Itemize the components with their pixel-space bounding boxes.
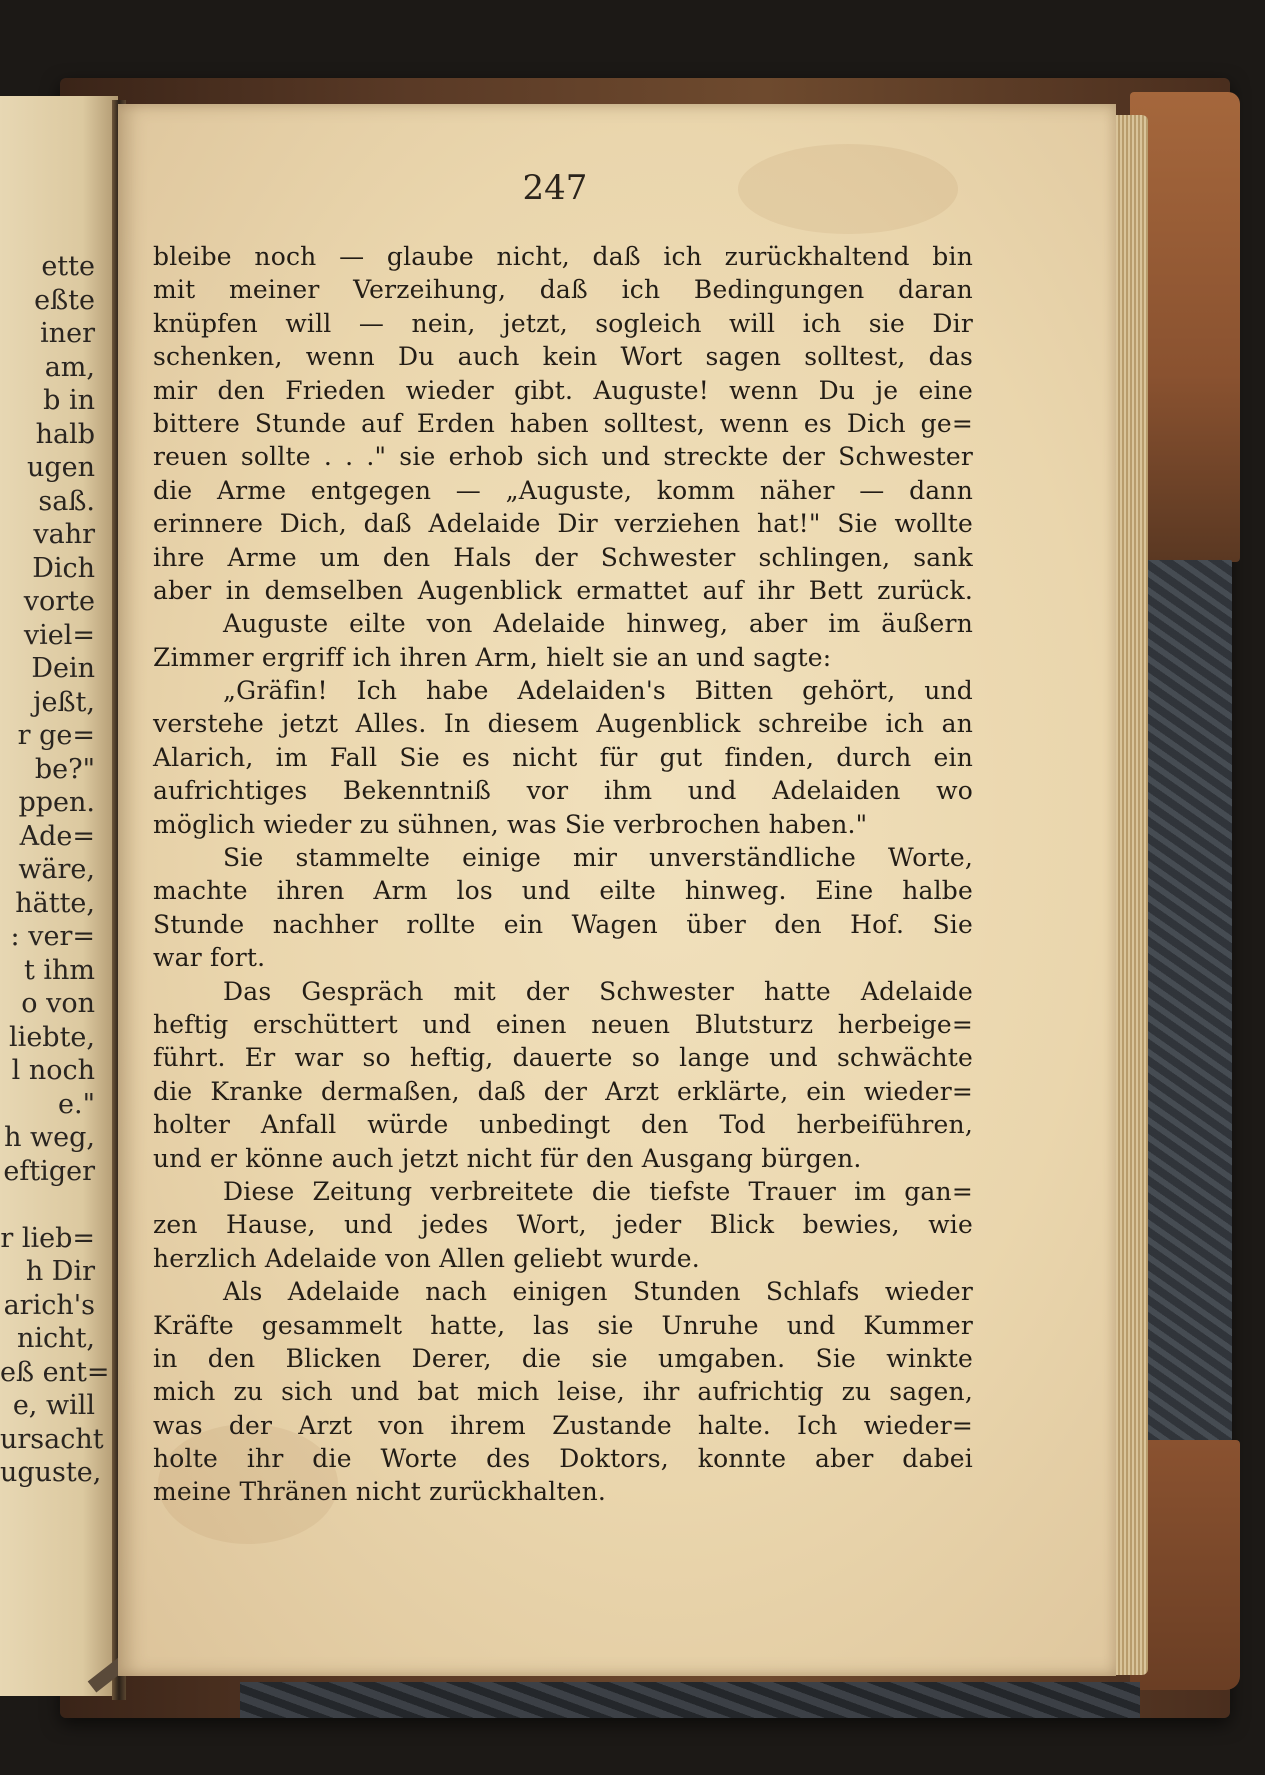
left-page-fragment: viel= <box>23 619 95 651</box>
left-page-fragment <box>0 1188 95 1222</box>
text-line: heftig erschüttert und einen neuen Blutsturz herbeige= <box>153 1009 973 1039</box>
left-page-fragment: am, <box>44 351 95 383</box>
text-line: führt. Er war so heftig, dauerte so lange und schwächte <box>153 1043 973 1073</box>
cover-marbled-bottom <box>240 1682 1140 1718</box>
left-page-fragment: h Dir <box>25 1256 95 1287</box>
left-page-fragment: e." <box>58 1088 95 1120</box>
left-page-fragment: Dein <box>31 653 95 684</box>
left-page-fragment: ugen <box>26 452 95 483</box>
left-page-fragment: ppen. <box>18 787 95 818</box>
left-page-fragment: vorte <box>23 586 95 617</box>
text-line: verstehe jetzt Alles. In diesem Augenblick schreibe ich an <box>153 709 973 739</box>
left-page-fragment: eftiger <box>3 1155 95 1187</box>
text-line: Kräfte gesammelt hatte, las sie Unruhe und Kummer <box>153 1310 973 1340</box>
left-page-fragment: o von <box>21 988 95 1019</box>
left-page-fragment: arich's <box>3 1289 95 1321</box>
left-page-fragment: h weg, <box>4 1122 95 1153</box>
left-page-fragment: ette <box>41 251 95 282</box>
text-line: aufrichtiges Bekenntniß vor ihm und Adelaiden wo <box>153 776 973 806</box>
left-page-fragment: t ihm <box>23 954 95 986</box>
text-line: möglich wieder zu sühnen, was Sie verbrochen haben." <box>153 809 868 839</box>
left-page-fragment: nicht, <box>17 1323 95 1354</box>
text-line: die Kranke dermaßen, daß der Arzt erklärte, ein wieder= <box>153 1076 973 1106</box>
text-line: Zimmer ergriff ich ihren Arm, hielt sie an und sagte: <box>153 642 832 672</box>
text-line: herzlich Adelaide von Allen geliebt wurde. <box>153 1243 700 1273</box>
left-page-fragment: : ver= <box>10 921 95 952</box>
text-line: meine Thränen nicht zurückhalten. <box>153 1477 607 1507</box>
left-page-fragment: uguste, <box>0 1457 102 1488</box>
left-page-fragment: iner <box>40 318 95 349</box>
text-line: Das Gespräch mit der Schwester hatte Adelaide <box>223 976 973 1006</box>
text-line: bittere Stunde auf Erden haben solltest, wenn es Dich ge= <box>153 408 973 438</box>
text-line: schenken, wenn Du auch kein Wort sagen solltest, das <box>153 342 973 372</box>
text-line: holte ihr die Worte des Doktors, konnte aber dabei <box>153 1444 973 1474</box>
page-number: 247 <box>522 168 588 208</box>
left-page-fragment: jeßt, <box>33 686 95 718</box>
text-line: Diese Zeitung verbreitete die tiefste Trauer im gan= <box>223 1176 973 1206</box>
text-line: und er könne auch jetzt nicht für den Ausgang bürgen. <box>153 1143 862 1173</box>
left-page-fragment: e, will <box>12 1390 95 1421</box>
left-page-fragment: Dich <box>32 552 95 584</box>
text-line: Auguste eilte von Adelaide hinweg, aber im äußern <box>223 609 973 639</box>
text-line: mit meiner Verzeihung, daß ich Bedingungen daran <box>153 275 973 305</box>
left-page-fragment: hätte, <box>15 887 95 919</box>
left-page-fragment: saß. <box>38 485 95 517</box>
left-page-fragment: eß ent= <box>0 1356 110 1388</box>
page-body-text <box>153 240 973 1509</box>
text-line: ihre Arme um den Hals der Schwester schlingen, sank <box>153 542 973 572</box>
text-line: Stunde nachher rollte ein Wagen über den Hof. Sie <box>153 909 973 939</box>
text-line: Alarich, im Fall Sie es nicht für gut finden, durch ein <box>153 742 973 772</box>
text-line: zen Hause, und jedes Wort, jeder Blick bewies, wie <box>153 1210 973 1240</box>
left-page-fragment: r ge= <box>17 720 95 751</box>
left-page-text-fragments <box>0 250 110 1490</box>
text-line: was der Arzt von ihrem Zustande halte. Ich wieder= <box>153 1410 973 1440</box>
left-page-fragment: ursacht <box>0 1423 104 1455</box>
text-line: erinnere Dich, daß Adelaide Dir verziehen hat!" Sie wollte <box>153 509 973 539</box>
text-line: aber in demselben Augenblick ermattet auf ihr Bett zurück. <box>153 575 973 605</box>
text-line: war fort. <box>153 943 266 973</box>
text-line: die Arme entgegen — „Auguste, komm näher — dann <box>153 475 973 505</box>
text-line: reuen sollte . . ." sie erhob sich und streckte der Schwester <box>153 442 973 472</box>
left-page-fragment: r lieb= <box>0 1222 95 1254</box>
text-line: Als Adelaide nach einigen Stunden Schlafs wieder <box>223 1277 973 1307</box>
left-page-fragment: halb <box>35 418 95 450</box>
text-line: mir den Frieden wieder gibt. Auguste! wenn Du je eine <box>153 375 973 405</box>
left-page-fragment: b in <box>43 385 95 416</box>
text-line: mich zu sich und bat mich leise, ihr aufrichtig zu sagen, <box>153 1377 973 1407</box>
left-page-fragment: wäre, <box>18 854 95 885</box>
text-line: „Gräfin! Ich habe Adelaiden's Bitten gehört, und <box>223 676 973 706</box>
text-line: bleibe noch — glaube nicht, daß ich zurückhaltend bin <box>153 242 973 271</box>
text-line: Sie stammelte einige mir unverständliche Worte, <box>223 843 973 873</box>
left-page-fragment: liebte, <box>9 1021 95 1053</box>
left-page-fragment: be?" <box>34 753 95 785</box>
left-page-fragment: l noch <box>11 1055 95 1086</box>
text-line: knüpfen will — nein, jetzt, sogleich will ich sie Dir <box>153 308 973 338</box>
text-line: machte ihren Arm los und eilte hinweg. Eine halbe <box>153 876 973 906</box>
left-page-fragment: Ade= <box>19 820 95 852</box>
text-line: in den Blicken Derer, die sie umgaben. Sie winkte <box>153 1343 973 1373</box>
left-page-fragment: eßte <box>34 284 95 316</box>
text-line: holter Anfall würde unbedingt den Tod herbeiführen, <box>153 1110 973 1140</box>
left-page-fragment: vahr <box>33 519 95 550</box>
cover-marbled-board <box>1140 560 1232 1460</box>
